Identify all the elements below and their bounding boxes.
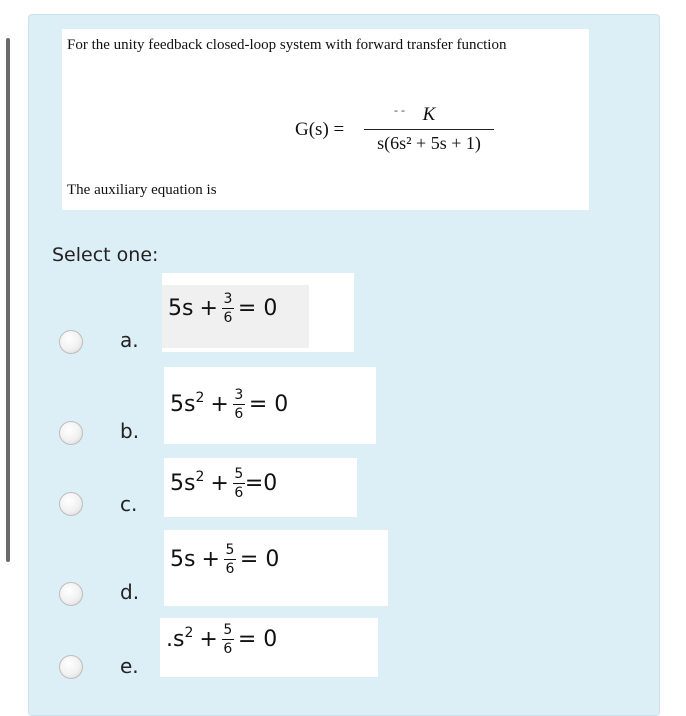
equals-zero: =0: [244, 471, 278, 496]
equation-fraction: [233, 466, 245, 501]
option-equation: [168, 291, 277, 326]
fraction-bar: [364, 129, 494, 130]
select-one-label: Select one:: [52, 244, 159, 266]
fraction-numerator: 5: [225, 542, 235, 558]
fraction-numerator: 5: [234, 466, 244, 482]
fraction-numerator: 5: [223, 622, 233, 638]
equals-zero: = 0: [237, 296, 278, 321]
option-equation-card: [164, 458, 357, 517]
plus-sign: +: [199, 627, 218, 652]
equation-fraction: [233, 387, 245, 422]
plus-sign: +: [210, 471, 229, 496]
equals-zero: = 0: [237, 627, 278, 652]
transfer-function-lhs: G(s) =: [295, 119, 345, 140]
fraction-denominator: 6: [225, 561, 235, 577]
radio-option-c[interactable]: [59, 492, 83, 516]
option-equation: [170, 466, 277, 501]
transfer-function-numerator: K: [422, 104, 436, 125]
fraction-bar: [222, 308, 234, 309]
fraction-bar: [233, 483, 245, 484]
option-equation: [166, 622, 277, 657]
equation-term: $.s^2$: [166, 625, 194, 652]
transfer-function-denominator: s(6s² + 5s + 1): [377, 133, 481, 153]
radio-option-a[interactable]: [59, 330, 83, 354]
question-intro: For the unity feedback closed-loop system with forward transfer function: [67, 37, 507, 53]
equation-fraction: [222, 291, 234, 326]
fraction-denominator: 6: [234, 406, 244, 422]
stray-marks: - -: [394, 103, 405, 117]
fraction-bar: [233, 404, 245, 405]
equation-term: 5s: [170, 547, 196, 572]
question-prompt: The auxiliary equation is: [67, 182, 217, 198]
option-letter: d.: [120, 580, 140, 604]
equation-fraction: [222, 622, 234, 657]
fraction-numerator: 3: [223, 291, 233, 307]
equation-term: $5s^2$: [170, 390, 205, 417]
plus-sign: +: [199, 296, 218, 321]
option-equation: [170, 542, 279, 577]
radio-option-d[interactable]: [59, 582, 83, 606]
equation-fraction: [224, 542, 236, 577]
fraction-bar: [224, 559, 236, 560]
question-text-box: [62, 29, 589, 210]
fraction-denominator: 6: [223, 641, 233, 657]
fraction-denominator: 6: [234, 485, 244, 501]
transfer-function-fraction: [364, 103, 494, 154]
option-equation-card: [164, 367, 376, 444]
option-equation-card: [162, 273, 354, 352]
fraction-bar: [222, 639, 234, 640]
radio-option-e[interactable]: [59, 655, 83, 679]
plus-sign: +: [201, 547, 220, 572]
equals-zero: = 0: [239, 547, 280, 572]
option-equation-card: [160, 618, 378, 677]
option-letter: c.: [120, 492, 138, 516]
option-letter: e.: [120, 654, 139, 678]
equation-term: $5s^2$: [170, 469, 205, 496]
radio-option-b[interactable]: [59, 421, 83, 445]
transfer-function: [295, 103, 535, 163]
equals-zero: = 0: [248, 392, 289, 417]
option-letter: a.: [120, 328, 139, 352]
option-equation-card: [164, 530, 388, 606]
fraction-numerator: 3: [234, 387, 244, 403]
option-equation: [170, 387, 288, 422]
equation-term: 5s: [168, 296, 194, 321]
option-letter: b.: [120, 419, 140, 443]
plus-sign: +: [210, 392, 229, 417]
fraction-denominator: 6: [223, 310, 233, 326]
page-scrollbar[interactable]: [6, 38, 10, 562]
